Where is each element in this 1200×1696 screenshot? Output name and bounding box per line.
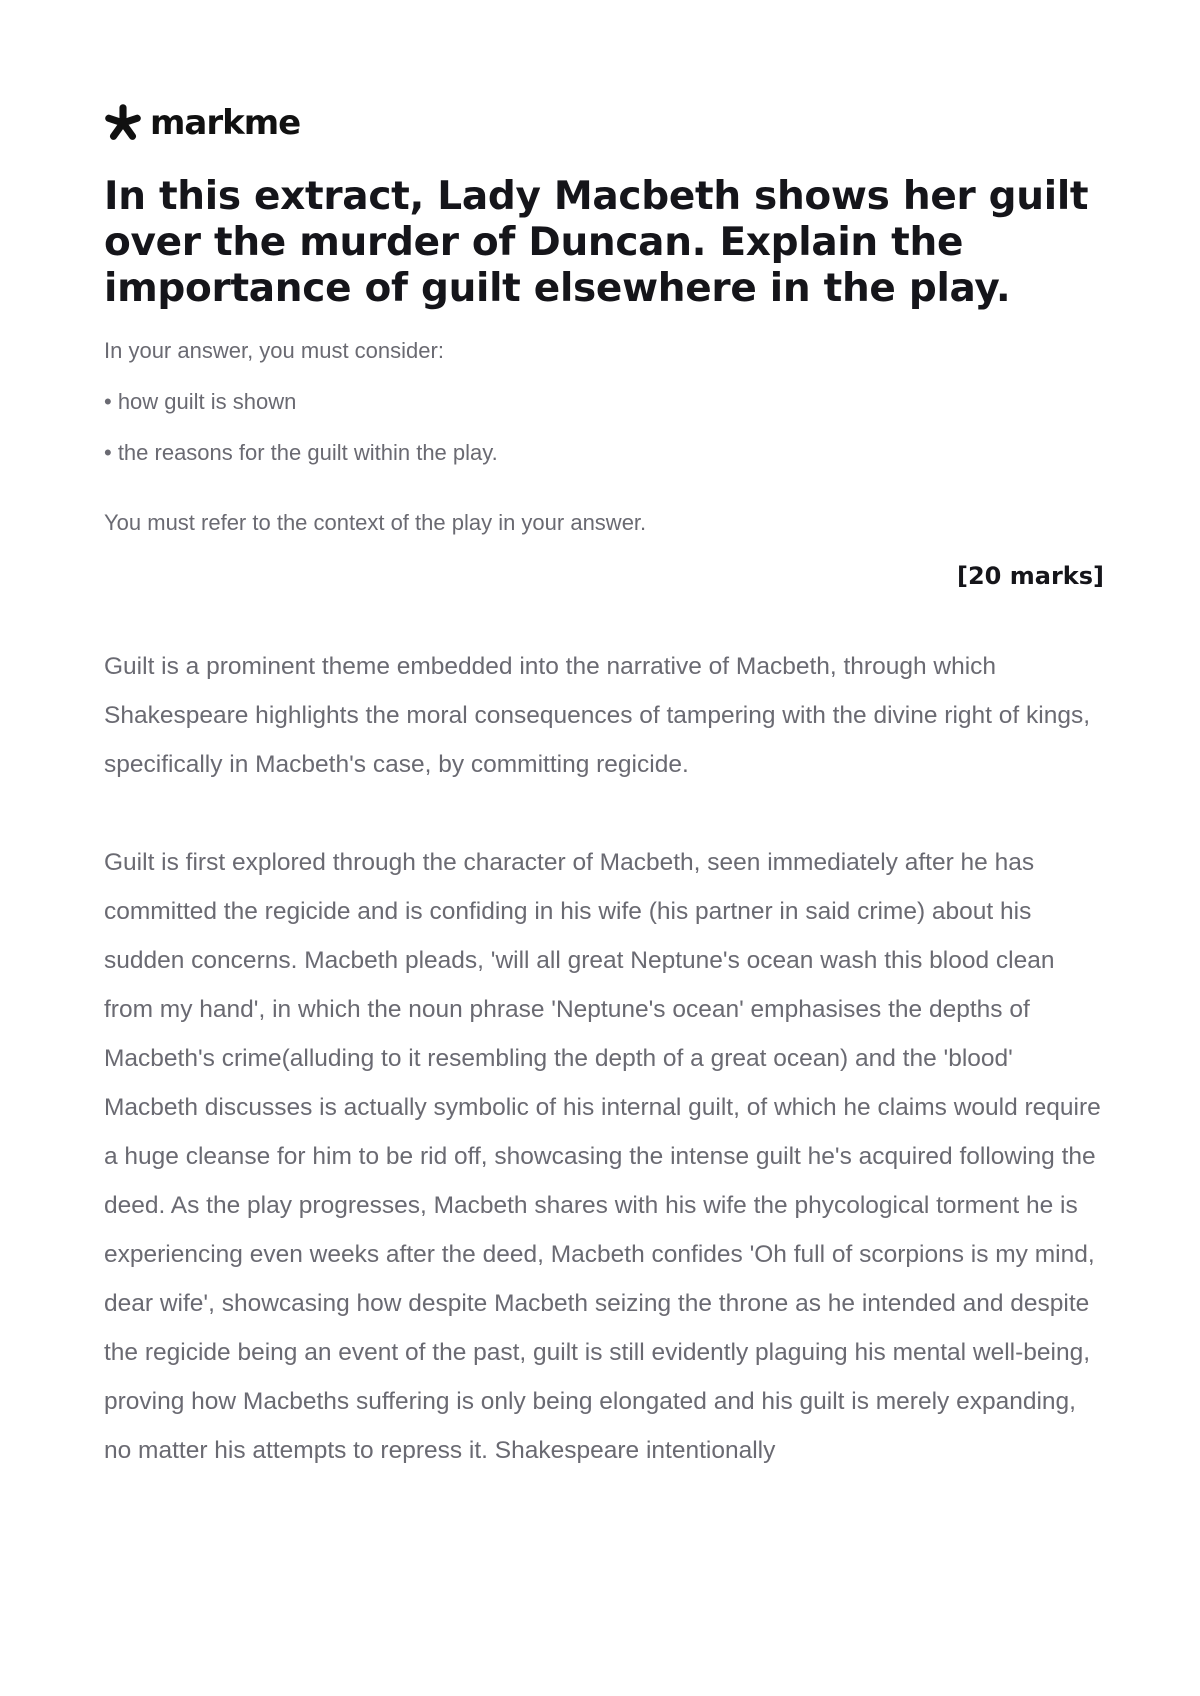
asterisk-icon [104,104,142,142]
brand-logo [104,100,1104,146]
answer-paragraph: Guilt is a prominent theme embedded into the narrative of Macbeth, through which Shakespeare highlights the moral consequences of tampering with the divine right of kings, specifically in Macbeth's case, by committing regicide. [104,653,1091,778]
consider-intro: In your answer, you must consider: [104,338,444,363]
bullet-item: • how guilt is shown [104,389,297,414]
answer-paragraph: Guilt is first explored through the character of Macbeth, seen immediately after he has committed the regicide and is confiding in his wife (his partner in said crime) about his sudden concerns. Macbeth pleads, 'will all great Neptune's ocean wash this blood clean from my hand', in which the noun phrase 'Neptune's ocean' emphasises the depths of Macbeth's crime(alluding to it resembling the depth of a great ocean) and the 'blood' Macbeth discusses is actually symbolic of his internal guilt, of which he claims would require a huge cleanse for him to be rid off, showcasing the intense guilt he's acquired following the deed. As the play progresses, Macbeth shares with his wife the phycological torment he is experiencing even weeks after the deed, Macbeth confides 'Oh full of scorpions is my mind, dear wife', showcasing how despite Macbeth seizing the throne as he intended and despite the regicide being an event of the past, guilt is still evidently plaguing his mental well-being, proving how Macbeths suffering is only being elongated and his guilt is merely expanding, no matter his attempts to repress it. Shakespeare intentionally [104,849,1101,1464]
document-page [104,100,1104,1524]
context-note: You must refer to the context of the play in your answer. [104,510,647,535]
answer-body [104,642,1104,1475]
brand-name: markme [150,103,301,143]
bullet-item: • the reasons for the guilt within the play. [104,440,498,465]
question-title: In this extract, Lady Macbeth shows her guilt over the murder of Duncan. Explain the importance of guilt elsewhere in the play. [104,174,1089,311]
question-instructions [104,336,1104,538]
marks-label: [20 marks] [957,562,1104,590]
